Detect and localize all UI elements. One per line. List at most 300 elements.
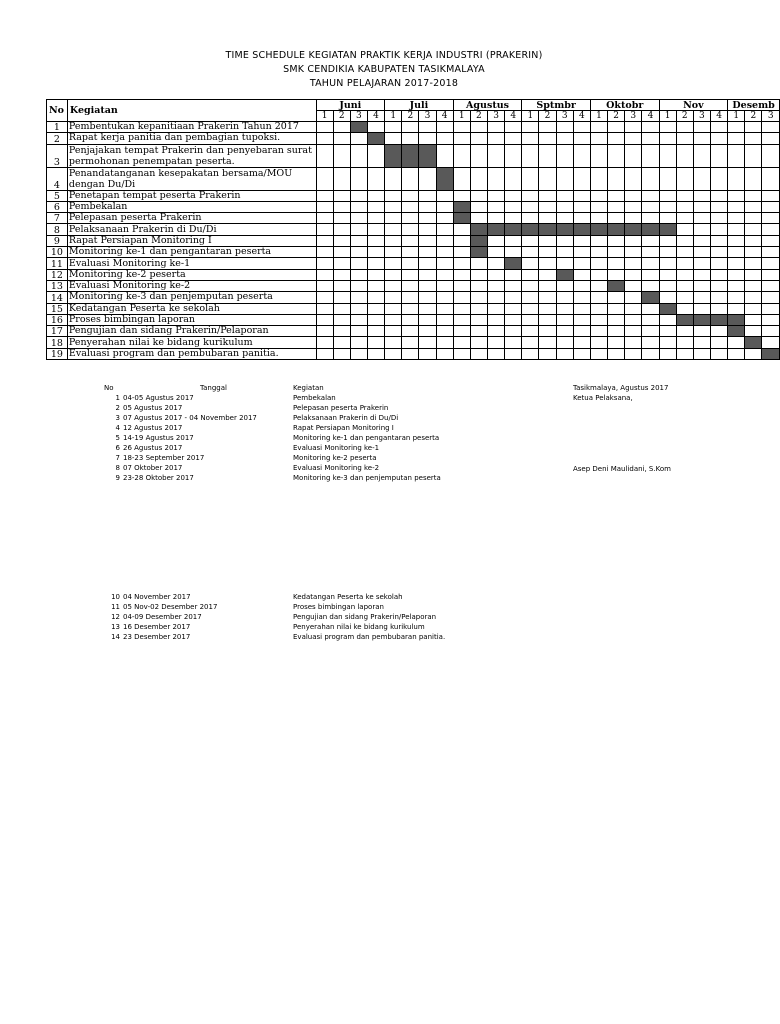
schedule-cell [642, 337, 659, 348]
schedule-cell [590, 213, 607, 224]
schedule-cell [728, 122, 745, 133]
schedule-cell [470, 292, 487, 303]
schedule-bar-cell [539, 224, 556, 235]
schedule-cell [625, 337, 642, 348]
schedule-cell [693, 326, 710, 337]
schedule-cell [453, 269, 470, 280]
row-activity: Monitoring ke-3 dan penjemputan peserta [67, 292, 316, 303]
schedule-cell [608, 269, 625, 280]
schedule-cell [659, 348, 676, 359]
schedule-cell [505, 201, 522, 212]
schedule-cell [333, 133, 350, 144]
schedule-cell [556, 247, 573, 258]
week-number: 1 [385, 111, 402, 122]
schedule-cell [367, 224, 384, 235]
schedule-cell [316, 167, 333, 190]
schedule-cell [693, 269, 710, 280]
row-number: 3 [47, 144, 68, 167]
schedule-cell [608, 247, 625, 258]
schedule-cell [316, 326, 333, 337]
schedule-cell [367, 280, 384, 291]
note-number: 9 [115, 474, 120, 482]
schedule-cell [590, 247, 607, 258]
schedule-cell [728, 235, 745, 246]
schedule-cell [402, 213, 419, 224]
schedule-cell [762, 235, 780, 246]
schedule-cell [676, 235, 693, 246]
schedule-bar-cell [350, 122, 367, 133]
schedule-cell [436, 247, 453, 258]
row-activity: Penandatanganan kesepakatan bersama/MOU dengan Du/Di [67, 167, 316, 190]
place-date: Tasikmalaya, Agustus 2017 [573, 384, 669, 392]
schedule-bar-cell [453, 201, 470, 212]
note-number: 3 [115, 414, 120, 422]
schedule-cell [573, 167, 590, 190]
schedule-cell [436, 303, 453, 314]
schedule-cell [590, 337, 607, 348]
note-number: 12 [111, 613, 120, 621]
schedule-cell [539, 122, 556, 133]
schedule-cell [710, 326, 727, 337]
schedule-cell [762, 213, 780, 224]
schedule-cell [487, 258, 504, 269]
schedule-cell [402, 337, 419, 348]
schedule-cell [350, 337, 367, 348]
schedule-cell [436, 280, 453, 291]
week-number: 4 [436, 111, 453, 122]
schedule-cell [642, 133, 659, 144]
schedule-cell [453, 167, 470, 190]
row-activity: Monitoring ke-2 peserta [67, 269, 316, 280]
schedule-cell [693, 224, 710, 235]
schedule-cell [625, 167, 642, 190]
schedule-cell [436, 201, 453, 212]
schedule-cell [676, 326, 693, 337]
note-date: 05 Nov-02 Desember 2017 [123, 603, 218, 611]
note-activity: Monitoring ke-3 dan penjemputan peserta [293, 474, 441, 482]
row-number: 14 [47, 292, 68, 303]
schedule-cell [419, 133, 436, 144]
schedule-bar-cell [642, 224, 659, 235]
schedule-cell [385, 122, 402, 133]
schedule-cell [436, 235, 453, 246]
schedule-cell [625, 292, 642, 303]
schedule-cell [573, 247, 590, 258]
schedule-bar-cell [710, 314, 727, 325]
schedule-cell [556, 337, 573, 348]
note-date: 07 Oktober 2017 [123, 464, 183, 472]
schedule-cell [453, 258, 470, 269]
schedule-cell [745, 314, 762, 325]
notes-header-activity: Kegiatan [293, 384, 324, 392]
schedule-row [47, 292, 780, 303]
schedule-row [47, 213, 780, 224]
schedule-cell [470, 269, 487, 280]
schedule-cell [556, 235, 573, 246]
schedule-cell [728, 258, 745, 269]
schedule-cell [316, 122, 333, 133]
week-number: 1 [522, 111, 539, 122]
schedule-cell [539, 247, 556, 258]
schedule-row [47, 122, 780, 133]
schedule-cell [350, 201, 367, 212]
schedule-cell [522, 247, 539, 258]
schedule-cell [642, 258, 659, 269]
schedule-cell [487, 213, 504, 224]
schedule-cell [350, 348, 367, 359]
schedule-cell [625, 258, 642, 269]
schedule-cell [539, 258, 556, 269]
week-number: 2 [608, 111, 625, 122]
schedule-cell [676, 122, 693, 133]
schedule-cell [333, 167, 350, 190]
schedule-cell [333, 314, 350, 325]
schedule-cell [522, 213, 539, 224]
schedule-cell [762, 314, 780, 325]
schedule-cell [676, 337, 693, 348]
row-number: 1 [47, 122, 68, 133]
schedule-cell [556, 258, 573, 269]
schedule-cell [539, 314, 556, 325]
note-number: 13 [111, 623, 120, 631]
schedule-cell [470, 213, 487, 224]
row-activity: Penjajakan tempat Prakerin dan penyebaran surat permohonan penempatan peserta. [67, 144, 316, 167]
schedule-cell [316, 348, 333, 359]
schedule-cell [728, 269, 745, 280]
note-activity: Monitoring ke-1 dan pengantaran peserta [293, 434, 440, 442]
schedule-row [47, 348, 780, 359]
schedule-cell [745, 201, 762, 212]
schedule-cell [608, 348, 625, 359]
schedule-cell [487, 269, 504, 280]
schedule-cell [436, 326, 453, 337]
row-number: 16 [47, 314, 68, 325]
schedule-cell [487, 167, 504, 190]
schedule-cell [436, 122, 453, 133]
schedule-cell [659, 167, 676, 190]
schedule-cell [659, 133, 676, 144]
row-activity: Rapat kerja panitia dan pembagian tupoksi. [67, 133, 316, 144]
schedule-cell [367, 213, 384, 224]
schedule-cell [487, 201, 504, 212]
schedule-row [47, 280, 780, 291]
schedule-cell [625, 247, 642, 258]
row-activity: Evaluasi Monitoring ke-2 [67, 280, 316, 291]
schedule-cell [470, 337, 487, 348]
schedule-cell [539, 326, 556, 337]
schedule-cell [693, 247, 710, 258]
schedule-cell [693, 235, 710, 246]
schedule-bar-cell [590, 224, 607, 235]
schedule-cell [745, 213, 762, 224]
schedule-cell [419, 201, 436, 212]
schedule-row [47, 144, 780, 167]
schedule-cell [367, 337, 384, 348]
schedule-cell [316, 303, 333, 314]
schedule-bar-cell [556, 224, 573, 235]
schedule-cell [590, 144, 607, 167]
schedule-cell [419, 280, 436, 291]
schedule-cell [676, 201, 693, 212]
schedule-cell [642, 190, 659, 201]
schedule-cell [539, 269, 556, 280]
schedule-cell [487, 235, 504, 246]
schedule-bar-cell [728, 326, 745, 337]
note-activity: Pelepasan peserta Prakerin [293, 404, 389, 412]
notes-list1-numbers [100, 393, 120, 483]
schedule-cell [693, 167, 710, 190]
week-number: 2 [676, 111, 693, 122]
schedule-cell [385, 314, 402, 325]
schedule-cell [367, 292, 384, 303]
schedule-cell [487, 280, 504, 291]
schedule-cell [676, 190, 693, 201]
schedule-cell [556, 201, 573, 212]
schedule-cell [676, 280, 693, 291]
schedule-cell [385, 247, 402, 258]
schedule-cell [350, 258, 367, 269]
row-number: 7 [47, 213, 68, 224]
schedule-bar-cell [436, 167, 453, 190]
schedule-cell [762, 303, 780, 314]
schedule-cell [745, 292, 762, 303]
schedule-cell [642, 201, 659, 212]
schedule-cell [419, 247, 436, 258]
schedule-cell [333, 269, 350, 280]
schedule-bar-cell [693, 314, 710, 325]
schedule-cell [625, 303, 642, 314]
schedule-cell [762, 224, 780, 235]
schedule-cell [693, 201, 710, 212]
schedule-cell [333, 326, 350, 337]
row-number: 4 [47, 167, 68, 190]
schedule-cell [642, 247, 659, 258]
schedule-cell [573, 258, 590, 269]
schedule-cell [333, 144, 350, 167]
schedule-cell [745, 348, 762, 359]
schedule-cell [402, 280, 419, 291]
notes-header-no: No [104, 384, 114, 392]
week-number: 1 [453, 111, 470, 122]
schedule-cell [385, 258, 402, 269]
schedule-cell [487, 314, 504, 325]
schedule-cell [556, 144, 573, 167]
schedule-row [47, 133, 780, 144]
schedule-cell [556, 303, 573, 314]
schedule-cell [522, 326, 539, 337]
schedule-cell [590, 167, 607, 190]
schedule-cell [436, 314, 453, 325]
note-date: 04-09 Desember 2017 [123, 613, 202, 621]
schedule-cell [608, 337, 625, 348]
schedule-cell [659, 269, 676, 280]
schedule-cell [419, 303, 436, 314]
schedule-cell [350, 213, 367, 224]
schedule-cell [573, 314, 590, 325]
schedule-cell [367, 303, 384, 314]
schedule-cell [419, 269, 436, 280]
schedule-cell [333, 201, 350, 212]
schedule-cell [625, 326, 642, 337]
schedule-row [47, 224, 780, 235]
schedule-cell [487, 247, 504, 258]
schedule-cell [487, 190, 504, 201]
schedule-cell [316, 280, 333, 291]
row-activity: Evaluasi Monitoring ke-1 [67, 258, 316, 269]
schedule-row [47, 337, 780, 348]
schedule-cell [367, 144, 384, 167]
schedule-cell [487, 133, 504, 144]
schedule-cell [539, 303, 556, 314]
academic-year: TAHUN PELAJARAN 2017-2018 [309, 78, 459, 89]
schedule-cell [522, 314, 539, 325]
schedule-cell [333, 122, 350, 133]
schedule-cell [676, 167, 693, 190]
notes-list2-activities [293, 592, 445, 642]
schedule-cell [642, 235, 659, 246]
schedule-cell [505, 292, 522, 303]
week-number: 2 [745, 111, 762, 122]
schedule-cell [316, 337, 333, 348]
schedule-cell [436, 144, 453, 167]
schedule-bar-cell [470, 224, 487, 235]
schedule-cell [350, 235, 367, 246]
schedule-cell [402, 314, 419, 325]
schedule-bar-cell [367, 133, 384, 144]
month-header: Juni [316, 100, 385, 111]
schedule-cell [710, 224, 727, 235]
schedule-cell [453, 247, 470, 258]
month-header: Juli [385, 100, 454, 111]
schedule-cell [728, 224, 745, 235]
note-number: 2 [115, 404, 120, 412]
schedule-cell [573, 280, 590, 291]
schedule-row [47, 167, 780, 190]
schedule-cell [728, 337, 745, 348]
schedule-cell [590, 190, 607, 201]
schedule-bar-cell [676, 314, 693, 325]
schedule-cell [522, 337, 539, 348]
schedule-cell [625, 314, 642, 325]
schedule-cell [762, 337, 780, 348]
schedule-cell [762, 258, 780, 269]
schedule-cell [590, 235, 607, 246]
schedule-cell [710, 235, 727, 246]
schedule-cell [350, 303, 367, 314]
schedule-cell [453, 224, 470, 235]
schedule-cell [522, 269, 539, 280]
schedule-cell [539, 280, 556, 291]
schedule-cell [385, 133, 402, 144]
schedule-cell [333, 303, 350, 314]
schedule-cell [608, 292, 625, 303]
schedule-cell [710, 167, 727, 190]
week-number: 3 [419, 111, 436, 122]
schedule-cell [710, 247, 727, 258]
schedule-bar-cell [470, 235, 487, 246]
schedule-cell [762, 190, 780, 201]
schedule-cell [522, 348, 539, 359]
schedule-cell [710, 292, 727, 303]
schedule-cell [419, 314, 436, 325]
row-activity: Penyerahan nilai ke bidang kurikulum [67, 337, 316, 348]
schedule-cell [522, 190, 539, 201]
schedule-cell [693, 292, 710, 303]
week-number: 2 [402, 111, 419, 122]
schedule-cell [470, 201, 487, 212]
schedule-cell [385, 280, 402, 291]
schedule-bar-cell [608, 280, 625, 291]
schedule-cell [745, 190, 762, 201]
schedule-cell [505, 280, 522, 291]
schedule-row [47, 326, 780, 337]
note-date: 23 Desember 2017 [123, 633, 191, 641]
schedule-cell [659, 314, 676, 325]
schedule-cell [316, 144, 333, 167]
schedule-cell [402, 235, 419, 246]
schedule-cell [590, 292, 607, 303]
schedule-cell [625, 122, 642, 133]
schedule-cell [590, 133, 607, 144]
row-activity: Evaluasi program dan pembubaran panitia. [67, 348, 316, 359]
schedule-row [47, 247, 780, 258]
schedule-cell [693, 144, 710, 167]
schedule-cell [573, 144, 590, 167]
notes-list2-numbers [100, 592, 120, 642]
schedule-cell [693, 303, 710, 314]
schedule-cell [642, 303, 659, 314]
schedule-cell [333, 337, 350, 348]
schedule-cell [419, 235, 436, 246]
schedule-cell [745, 303, 762, 314]
week-number: 4 [367, 111, 384, 122]
schedule-cell [710, 348, 727, 359]
schedule-cell [436, 348, 453, 359]
schedule-cell [762, 201, 780, 212]
schedule-cell [402, 269, 419, 280]
schedule-cell [453, 326, 470, 337]
schedule-cell [659, 144, 676, 167]
schedule-cell [470, 303, 487, 314]
schedule-cell [419, 122, 436, 133]
schedule-bar-cell [487, 224, 504, 235]
schedule-cell [333, 292, 350, 303]
schedule-cell [419, 190, 436, 201]
row-number: 13 [47, 280, 68, 291]
schedule-cell [659, 201, 676, 212]
schedule-cell [487, 122, 504, 133]
schedule-cell [642, 144, 659, 167]
row-number: 10 [47, 247, 68, 258]
row-number: 19 [47, 348, 68, 359]
schedule-cell [453, 122, 470, 133]
note-date: 05 Agustus 2017 [123, 404, 183, 412]
month-header: Desemb [728, 100, 780, 111]
schedule-cell [402, 224, 419, 235]
schedule-row [47, 190, 780, 201]
week-number: 1 [659, 111, 676, 122]
schedule-bar-cell [642, 292, 659, 303]
schedule-row [47, 235, 780, 246]
schedule-cell [487, 326, 504, 337]
schedule-cell [385, 337, 402, 348]
schedule-cell [745, 167, 762, 190]
row-activity: Rapat Persiapan Monitoring I [67, 235, 316, 246]
schedule-cell [608, 235, 625, 246]
schedule-cell [710, 337, 727, 348]
month-header: Nov [659, 100, 728, 111]
schedule-cell [419, 224, 436, 235]
